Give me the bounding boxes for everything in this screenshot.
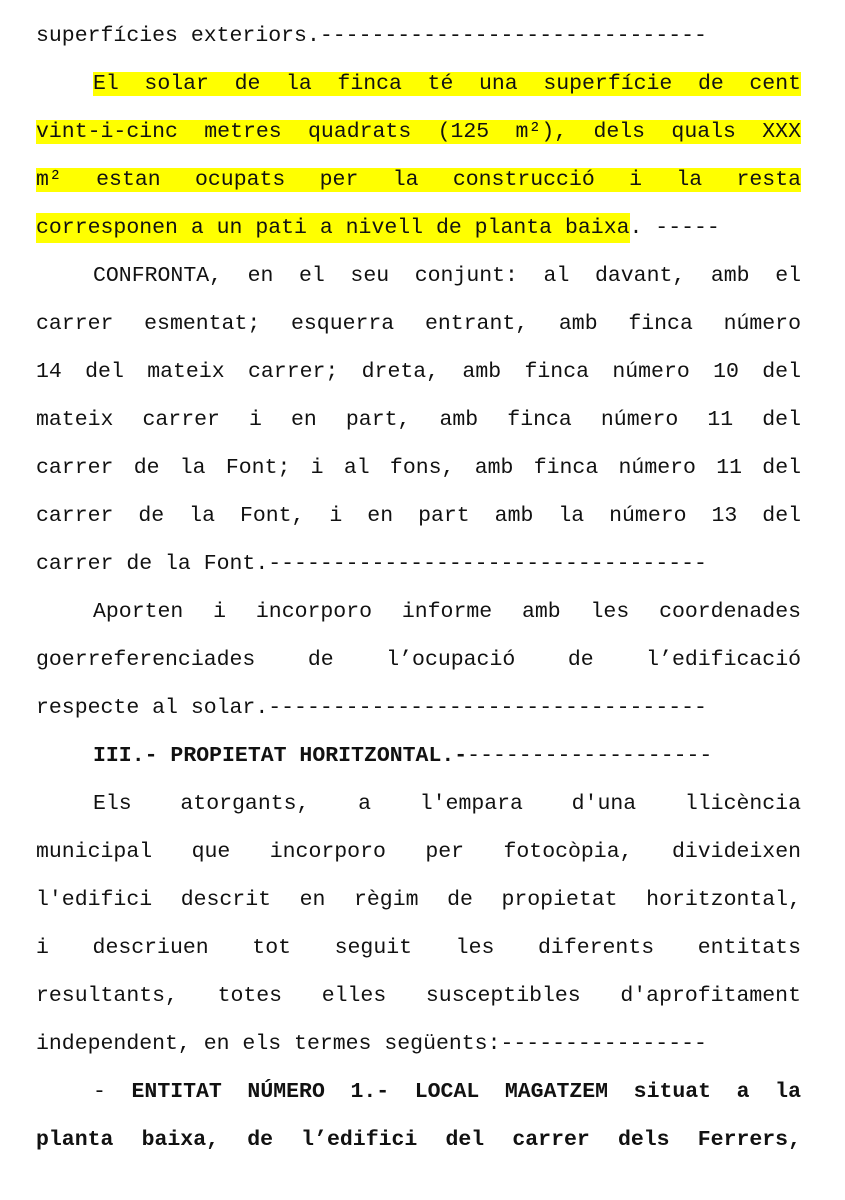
text-line: planta baixa, de l’edifici del carrer dels Ferrers,	[36, 1128, 801, 1152]
list-dash: -	[93, 1080, 132, 1104]
section-heading-text: III.- PROPIETAT HORITZONTAL.-	[93, 744, 468, 768]
highlighted-text: vint-i-cinc metres quadrats (125 m²), dels quals XXX	[36, 120, 801, 144]
section-heading	[93, 741, 801, 771]
text-line: i descriuen tot seguit les diferents entitats	[36, 936, 801, 960]
text-line: carrer de la Font, i en part amb la número 13 del	[36, 504, 801, 528]
text-line	[36, 117, 801, 147]
line-filler-dashes: ----------------------------------	[268, 552, 707, 576]
highlighted-text: m² estan ocupats per la construcció i la resta	[36, 168, 801, 192]
text-line: CONFRONTA, en el seu conjunt: al davant, amb el	[93, 264, 801, 288]
line-text: respecte al solar.	[36, 696, 269, 720]
text-line: Aporten i incorporo informe amb les coordenades	[93, 600, 801, 624]
text-line: Els atorgants, a l'empara d'una llicència	[93, 792, 801, 816]
highlighted-text: corresponen a un pati a nivell de planta baixa	[36, 213, 630, 243]
line-text: independent, en els termes següents:	[36, 1032, 501, 1056]
text-line: resultants, totes elles susceptibles d'aprofitament	[36, 984, 801, 1008]
text-line	[36, 693, 801, 723]
line-filler-dashes: ----------------------------------	[268, 696, 707, 720]
text-line: goerreferenciades de l’ocupació de l’edificació	[36, 648, 801, 672]
text-line: l'edifici descrit en règim de propietat horitzontal,	[36, 888, 801, 912]
text-line	[36, 549, 801, 579]
line-text: superfícies exteriors.	[36, 24, 320, 48]
line-filler-dashes: ------------------------------	[319, 24, 707, 48]
text-line: mateix carrer i en part, amb finca número 11 del	[36, 408, 801, 432]
text-line	[36, 165, 801, 195]
text-line: 14 del mateix carrer; dreta, amb finca número 10 del	[36, 360, 801, 384]
highlighted-text: El solar de la finca té una superfície de cent	[93, 72, 801, 96]
text-line: municipal que incorporo per fotocòpia, divideixen	[36, 840, 801, 864]
line-filler-dashes: -------------------	[467, 744, 713, 768]
entity-heading	[93, 1077, 801, 1107]
text-line: carrer esmentat; esquerra entrant, amb finca número	[36, 312, 801, 336]
line-text: carrer de la Font.	[36, 552, 269, 576]
text-line	[93, 69, 801, 99]
entity-heading-text: ENTITAT NÚMERO 1.- LOCAL MAGATZEM situat a la	[131, 1080, 801, 1104]
text-line	[36, 21, 801, 51]
text-line: carrer de la Font; i al fons, amb finca número 11 del	[36, 456, 801, 480]
line-filler-dashes: ----------------	[500, 1032, 707, 1056]
text-line	[36, 213, 801, 243]
line-filler-dashes: . -----	[629, 216, 720, 240]
text-line	[36, 1029, 801, 1059]
